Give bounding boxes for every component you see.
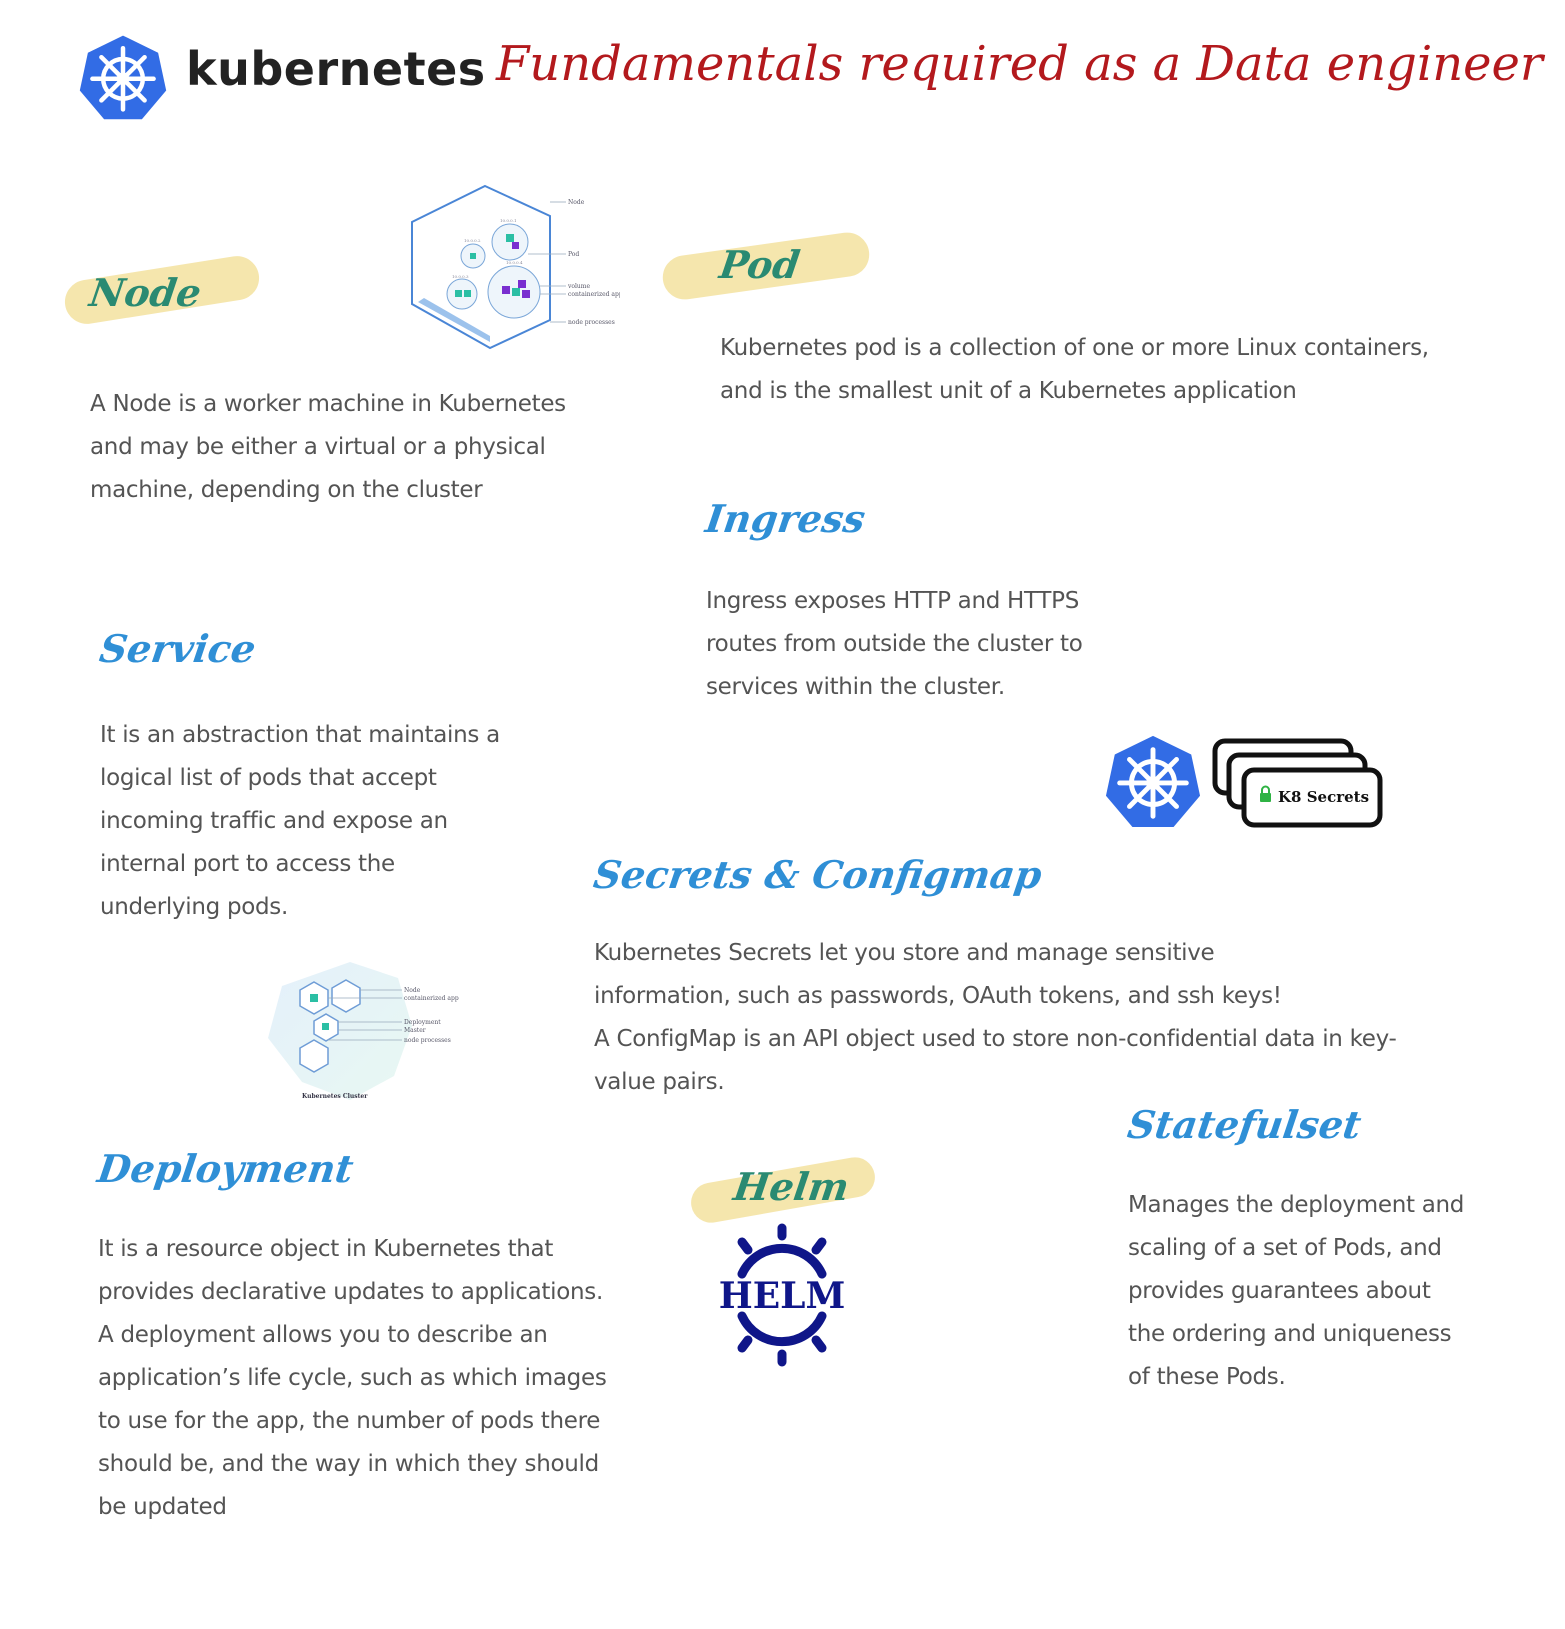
pod-ip-label: 10.0.0.3 (452, 274, 469, 279)
pod-ip-label: 10.0.0.1 (500, 218, 517, 223)
deployment-heading: Deployment (94, 1146, 357, 1191)
node-diagram-label: Pod (568, 251, 580, 258)
helm-logo (716, 1222, 848, 1368)
secrets-text: Kubernetes Secrets let you store and manage sensitive information, such as passwords, OAuth tokens, and ssh keys! (594, 940, 1282, 1009)
service-description: It is an abstraction that maintains a logical list of pods that accept incoming traffic and expose an internal port to access the underlying pods. (100, 722, 500, 920)
node-diagram-label: node processes (568, 319, 615, 326)
node-diagram (410, 184, 620, 350)
node-diagram-label: Node (568, 199, 585, 206)
cluster-diagram-label: Master (404, 1027, 426, 1034)
cluster-diagram-label: Node (404, 987, 421, 994)
cluster-diagram (262, 960, 462, 1106)
kubernetes-logo-icon (1104, 732, 1202, 830)
pod-description: Kubernetes pod is a collection of one or more Linux containers, and is the smallest unit of a Kubernetes application (720, 335, 1429, 404)
secrets-heading: Secrets & Configmap (590, 852, 1045, 897)
node-diagram-label: volume (568, 283, 591, 290)
page-title: Fundamentals required as a Data engineer (496, 36, 1543, 92)
k8-secrets-badge (1212, 738, 1386, 830)
statefulset-heading: Statefulset (1124, 1102, 1365, 1147)
cluster-caption: Kubernetes Cluster (302, 1093, 368, 1100)
pod-heading: Pod (716, 242, 803, 287)
brand-wordmark: kubernetes (186, 42, 486, 96)
k8-secrets-label: K8 Secrets (1278, 788, 1370, 806)
helm-wordmark: HELM (718, 1275, 846, 1317)
service-heading: Service (96, 626, 259, 671)
cluster-diagram-label: node processes (404, 1037, 451, 1044)
configmap-text: A ConfigMap is an API object used to store non-confidential data in key-value pairs. (594, 1026, 1397, 1095)
cluster-diagram-label: containerized app (404, 995, 459, 1002)
node-description: A Node is a worker machine in Kubernetes and may be either a virtual or a physical machine, depending on the cluster (90, 391, 566, 503)
node-diagram-label: containerized app (568, 291, 620, 298)
secrets-description (594, 932, 1454, 1104)
node-heading: Node (86, 270, 204, 315)
ingress-heading: Ingress (702, 496, 869, 541)
deployment-description: It is a resource object in Kubernetes that provides declarative updates to applications. A deployment allows you to describe an application’s life cycle, such as which images to use for the app, the number of pods there should be, and the way in which they should be updated (98, 1236, 607, 1520)
ingress-description: Ingress exposes HTTP and HTTPS routes from outside the cluster to services within the cluster. (706, 588, 1083, 700)
cluster-diagram-label: Deployment (404, 1019, 441, 1026)
statefulset-description: Manages the deployment and scaling of a set of Pods, and provides guarantees about the ordering and uniqueness of these Pods. (1128, 1192, 1465, 1390)
kubernetes-logo-icon (78, 32, 168, 122)
pod-ip-label: 10.0.0.2 (464, 238, 481, 243)
helm-heading: Helm (730, 1164, 852, 1209)
pod-ip-label: 10.0.0.4 (506, 260, 523, 265)
